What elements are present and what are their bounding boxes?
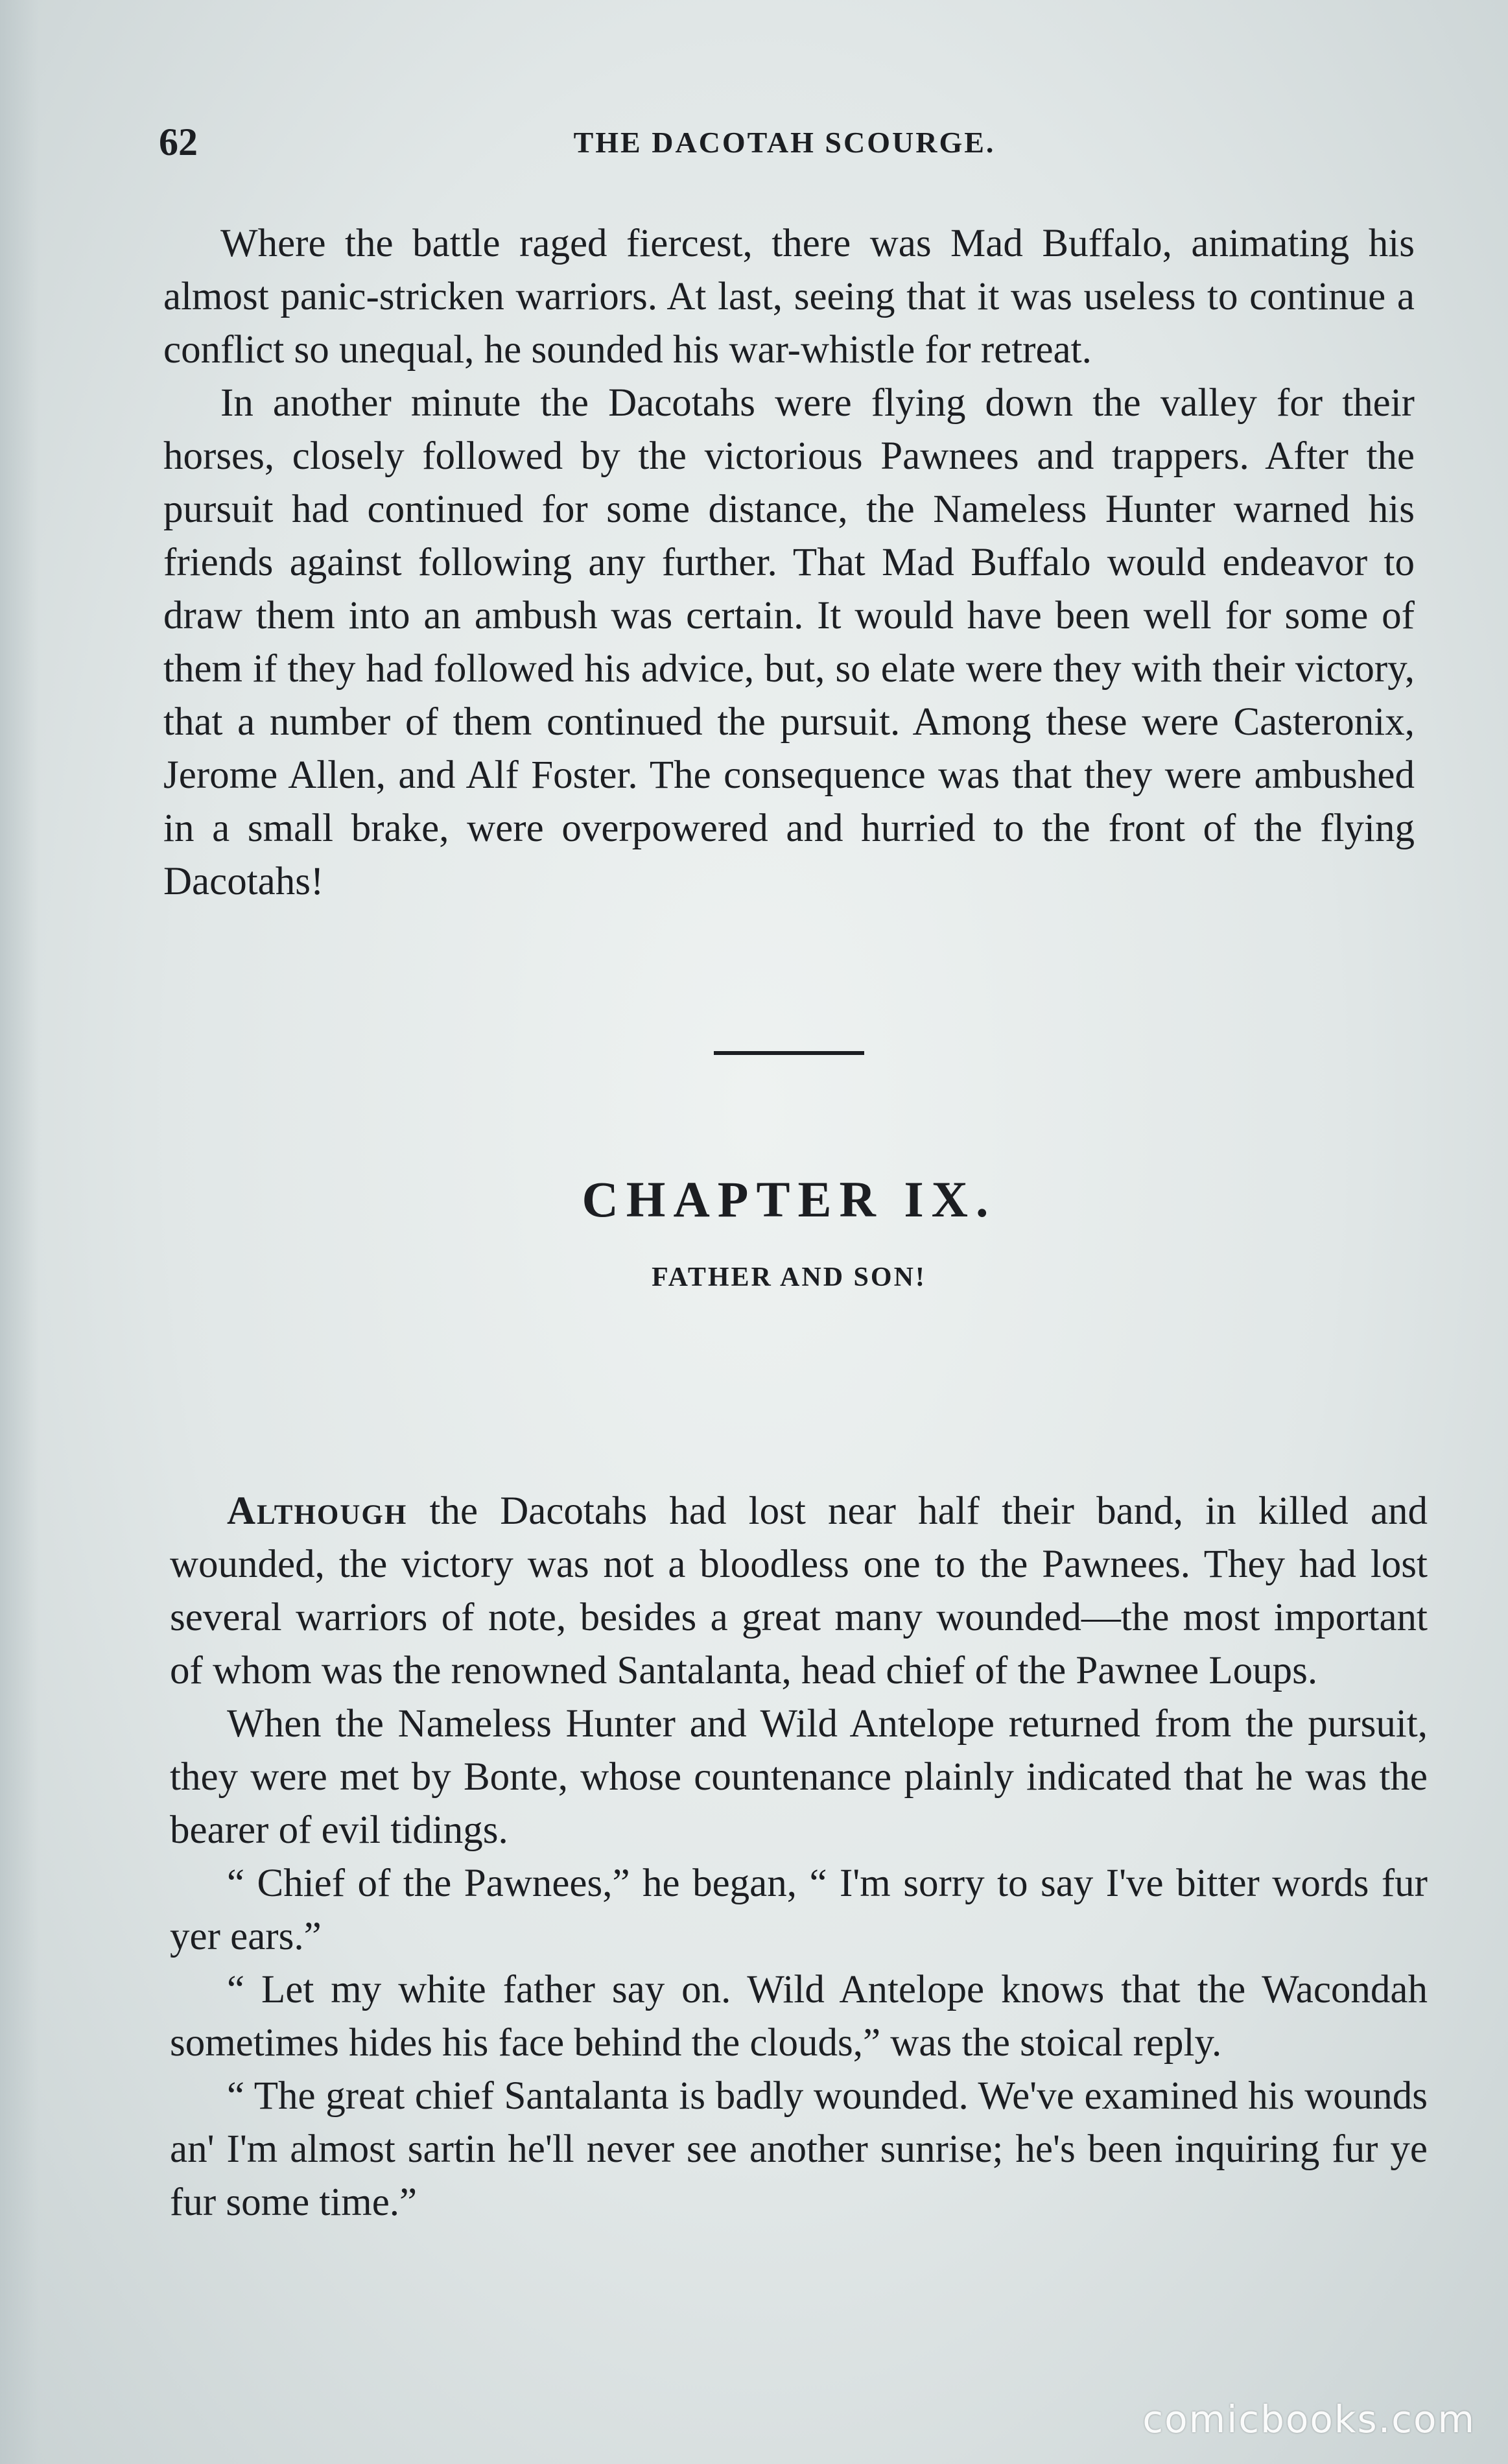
text-block-top xyxy=(163,217,1415,1297)
chapter-subtitle: FATHER AND SON! xyxy=(652,1262,926,1292)
opening-text: the Dacotahs had lost near half their band, in killed and wounded, the victory was not a bloodless one to the Pawnees. They had lost several warriors of note, besides a great many wounded—the most important of whom was the renowned Santalanta, head chief of the Pawnee Loups. xyxy=(170,1489,1428,1692)
text-block-bottom xyxy=(170,1485,1428,2229)
page-number: 62 xyxy=(159,121,198,163)
paragraph: In another minute the Dacotahs were flying down the valley for their horses, closely followed by the victorious Pawnees and trappers. After the pursuit had continued for some distance, the Nameless Hunter warned his friends against following any further. That Mad Buffalo would endeavor to draw them into an ambush was certain. It would have been well for some of them if they had followed his advice, but, so elate were they with their victory, that a number of them continued the pursuit. Among these were Casteronix, Jerome Allen, and Alf Foster. The consequence was that they were ambushed in a small brake, were overpowered and hurried to the front of the flying Dacotahs! xyxy=(163,381,1415,903)
opening-word: Although xyxy=(227,1489,408,1533)
dialogue-paragraph: “ Let my white father say on. Wild Antelope knows that the Wacondah sometimes hides his face behind the clouds,” was the stoical reply. xyxy=(170,1968,1428,2065)
page-header xyxy=(159,120,1410,172)
dialogue-paragraph: “ Chief of the Pawnees,” he began, “ I'm sorry to say I've bitter words fur yer ears.” xyxy=(170,1862,1428,1958)
running-title: THE DACOTAH SCOURGE. xyxy=(573,126,996,159)
section-divider xyxy=(714,1051,864,1055)
paragraph: Where the battle raged fiercest, there was Mad Buffalo, animating his almost panic-stricken warriors. At last, seeing that it was useless to continue a conflict so unequal, he sounded his war-whistle for retreat. xyxy=(163,222,1415,372)
dialogue-paragraph: “ The great chief Santalanta is badly wounded. We've examined his wounds an' I'm almost sartin he'll never see another sunrise; he's been inquiring fur ye fur some time.” xyxy=(170,2074,1428,2224)
chapter-title: CHAPTER IX. xyxy=(582,1171,996,1227)
paragraph: When the Nameless Hunter and Wild Antelope returned from the pursuit, they were met by Bonte, whose countenance plainly indicated that he was the bearer of evil tidings. xyxy=(170,1702,1428,1852)
page-edge-shadow xyxy=(0,0,39,2464)
chapter-opening-paragraph xyxy=(170,1485,1428,1698)
watermark-text: comicbooks.com xyxy=(1142,2397,1476,2441)
